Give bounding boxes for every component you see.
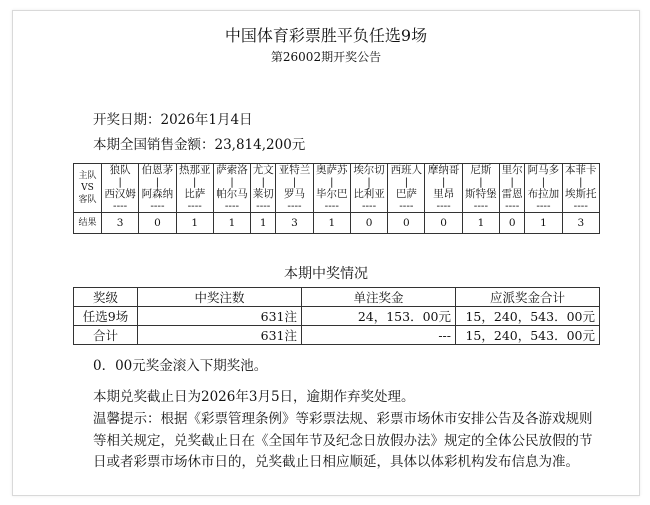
home-team: 里尔 — [501, 164, 523, 176]
separator-dashes: ---- — [505, 200, 520, 212]
away-team: 罗马 — [284, 188, 305, 200]
announcement-sheet — [12, 10, 640, 496]
match-result: 1 — [213, 213, 250, 234]
home-label: 主队 — [78, 171, 97, 181]
home-team: 尼斯 — [470, 164, 492, 176]
match-result: 1 — [313, 213, 350, 234]
vs-divider: | — [579, 176, 583, 188]
home-team: 摩纳哥 — [427, 164, 460, 176]
total-row — [74, 326, 600, 345]
separator-dashes: ---- — [113, 200, 128, 212]
sales-amount: 本期全国销售金额：23,814,200元 — [93, 137, 306, 153]
separator-dashes: ---- — [436, 200, 451, 212]
away-team: 比利亚 — [353, 188, 385, 200]
separator-dashes: ---- — [187, 200, 202, 212]
home-team: 本菲卡 — [565, 164, 597, 176]
prize-level: 任选9场 — [74, 307, 138, 326]
home-team: 阿马多 — [527, 164, 560, 176]
match-result: 1 — [462, 213, 499, 234]
match-cell — [176, 164, 213, 213]
header-total-prize: 应派奖金合计 — [456, 288, 600, 307]
prize-unit-amount: 24，153．00元 — [302, 307, 456, 326]
vs-divider: | — [541, 176, 546, 188]
away-team: 布拉加 — [527, 188, 560, 200]
match-result: 1 — [176, 213, 213, 234]
match-result: 3 — [562, 213, 599, 234]
vs-divider: | — [155, 176, 160, 188]
away-team: 斯特堡 — [465, 188, 497, 200]
rollover-text: 0．00元奖金滚入下期奖池。 — [93, 358, 268, 374]
home-team: 西班人 — [390, 164, 423, 176]
separator-dashes: ---- — [536, 200, 551, 212]
home-team: 热那亚 — [178, 164, 211, 176]
separator-dashes: ---- — [473, 200, 488, 212]
separator-dashes: ---- — [573, 200, 588, 212]
match-result: 1 — [251, 213, 276, 234]
match-cell — [388, 164, 425, 213]
separator-dashes: ---- — [224, 200, 240, 212]
total-label: 合计 — [74, 326, 138, 345]
away-label: 客队 — [78, 195, 97, 205]
vs-label: VS — [81, 183, 94, 193]
match-cell — [102, 164, 139, 213]
away-team: 毕尔巴 — [316, 188, 348, 200]
page-title: 中国体育彩票胜平负任选9场 — [224, 26, 428, 45]
total-unit-amount: --- — [302, 326, 456, 345]
vs-divider: | — [510, 176, 514, 188]
header-unit-prize: 单注奖金 — [302, 288, 456, 307]
match-result: 3 — [276, 213, 313, 234]
match-result: 1 — [525, 213, 562, 234]
vs-divider: | — [404, 176, 409, 188]
header-level: 奖级 — [74, 288, 138, 307]
separator-dashes: ---- — [150, 200, 165, 212]
prize-table — [73, 287, 600, 345]
separator-dashes: ---- — [324, 200, 339, 212]
page-subtitle: 第26002期开奖公告 — [270, 50, 382, 64]
prize-winners: 631注 — [138, 307, 302, 326]
match-cell — [462, 164, 499, 213]
vs-divider: | — [192, 176, 197, 188]
home-team: 尤文 — [252, 164, 274, 176]
away-team: 巴萨 — [395, 188, 417, 200]
separator-dashes: ---- — [399, 200, 414, 212]
home-team: 狼队 — [109, 164, 131, 176]
vs-divider: | — [367, 176, 371, 188]
home-team: 亚特兰 — [278, 164, 311, 176]
away-team: 埃斯托 — [565, 188, 597, 200]
vs-divider: | — [261, 176, 266, 188]
home-team: 伯恩茅 — [141, 164, 174, 176]
away-team: 里昂 — [433, 188, 455, 200]
match-cell — [350, 164, 387, 213]
vs-divider: | — [118, 176, 122, 188]
prize-section-title: 本期中奖情况 — [284, 266, 368, 282]
match-result: 0 — [425, 213, 462, 234]
match-cell — [251, 164, 276, 213]
separator-dashes: ---- — [287, 200, 302, 212]
match-result: 0 — [388, 213, 425, 234]
vs-divider: | — [230, 176, 234, 188]
away-team: 帕尔马 — [216, 188, 248, 200]
deadline-text: 本期兑奖截止日为2026年3月5日，逾期作弃奖处理。 — [93, 389, 415, 405]
home-team: 埃尔切 — [353, 164, 385, 176]
match-cell — [139, 164, 176, 213]
match-cell — [213, 164, 250, 213]
result-label: 结果 — [74, 213, 102, 234]
teams-row — [74, 164, 600, 213]
prize-header-row — [74, 288, 600, 307]
teams-label-cell — [74, 164, 102, 213]
away-team: 西汉姆 — [104, 188, 136, 200]
home-team: 奥萨苏 — [316, 164, 348, 176]
match-cell — [276, 164, 313, 213]
away-team: 阿森纳 — [141, 188, 174, 200]
match-result: 0 — [500, 213, 525, 234]
draw-date: 开奖日期：2026年1月4日 — [93, 112, 253, 128]
match-result: 0 — [350, 213, 387, 234]
vs-divider: | — [479, 176, 483, 188]
prize-total-amount: 15，240，543．00元 — [456, 307, 600, 326]
vs-divider: | — [330, 176, 334, 188]
separator-dashes: ---- — [361, 200, 377, 212]
match-cell — [525, 164, 562, 213]
notice-text: 温馨提示：根据《彩票管理条例》等彩票法规、彩票市场休市安排公告及各游戏规则等相关规定，兑奖截止日在《全国年节及纪念日放假办法》规定的全体公民放假的节日或者彩票市场休市日的，兑奖截止日相应顺延，具体以体彩机构发布信息为准。 — [93, 411, 593, 470]
away-team: 雷恩 — [501, 188, 523, 200]
total-amount: 15，240，543．00元 — [456, 326, 600, 345]
results-row — [74, 213, 600, 234]
separator-dashes: ---- — [256, 200, 271, 212]
match-table — [73, 163, 600, 234]
match-cell — [562, 164, 599, 213]
away-team: 莱切 — [252, 188, 274, 200]
match-cell — [500, 164, 525, 213]
match-result: 3 — [102, 213, 139, 234]
header-winners: 中奖注数 — [138, 288, 302, 307]
total-winners: 631注 — [138, 326, 302, 345]
prize-row — [74, 307, 600, 326]
vs-divider: | — [292, 176, 297, 188]
vs-divider: | — [441, 176, 446, 188]
match-result: 0 — [139, 213, 176, 234]
home-team: 萨索洛 — [216, 164, 248, 176]
match-cell — [425, 164, 462, 213]
away-team: 比萨 — [184, 188, 206, 200]
match-cell — [313, 164, 350, 213]
